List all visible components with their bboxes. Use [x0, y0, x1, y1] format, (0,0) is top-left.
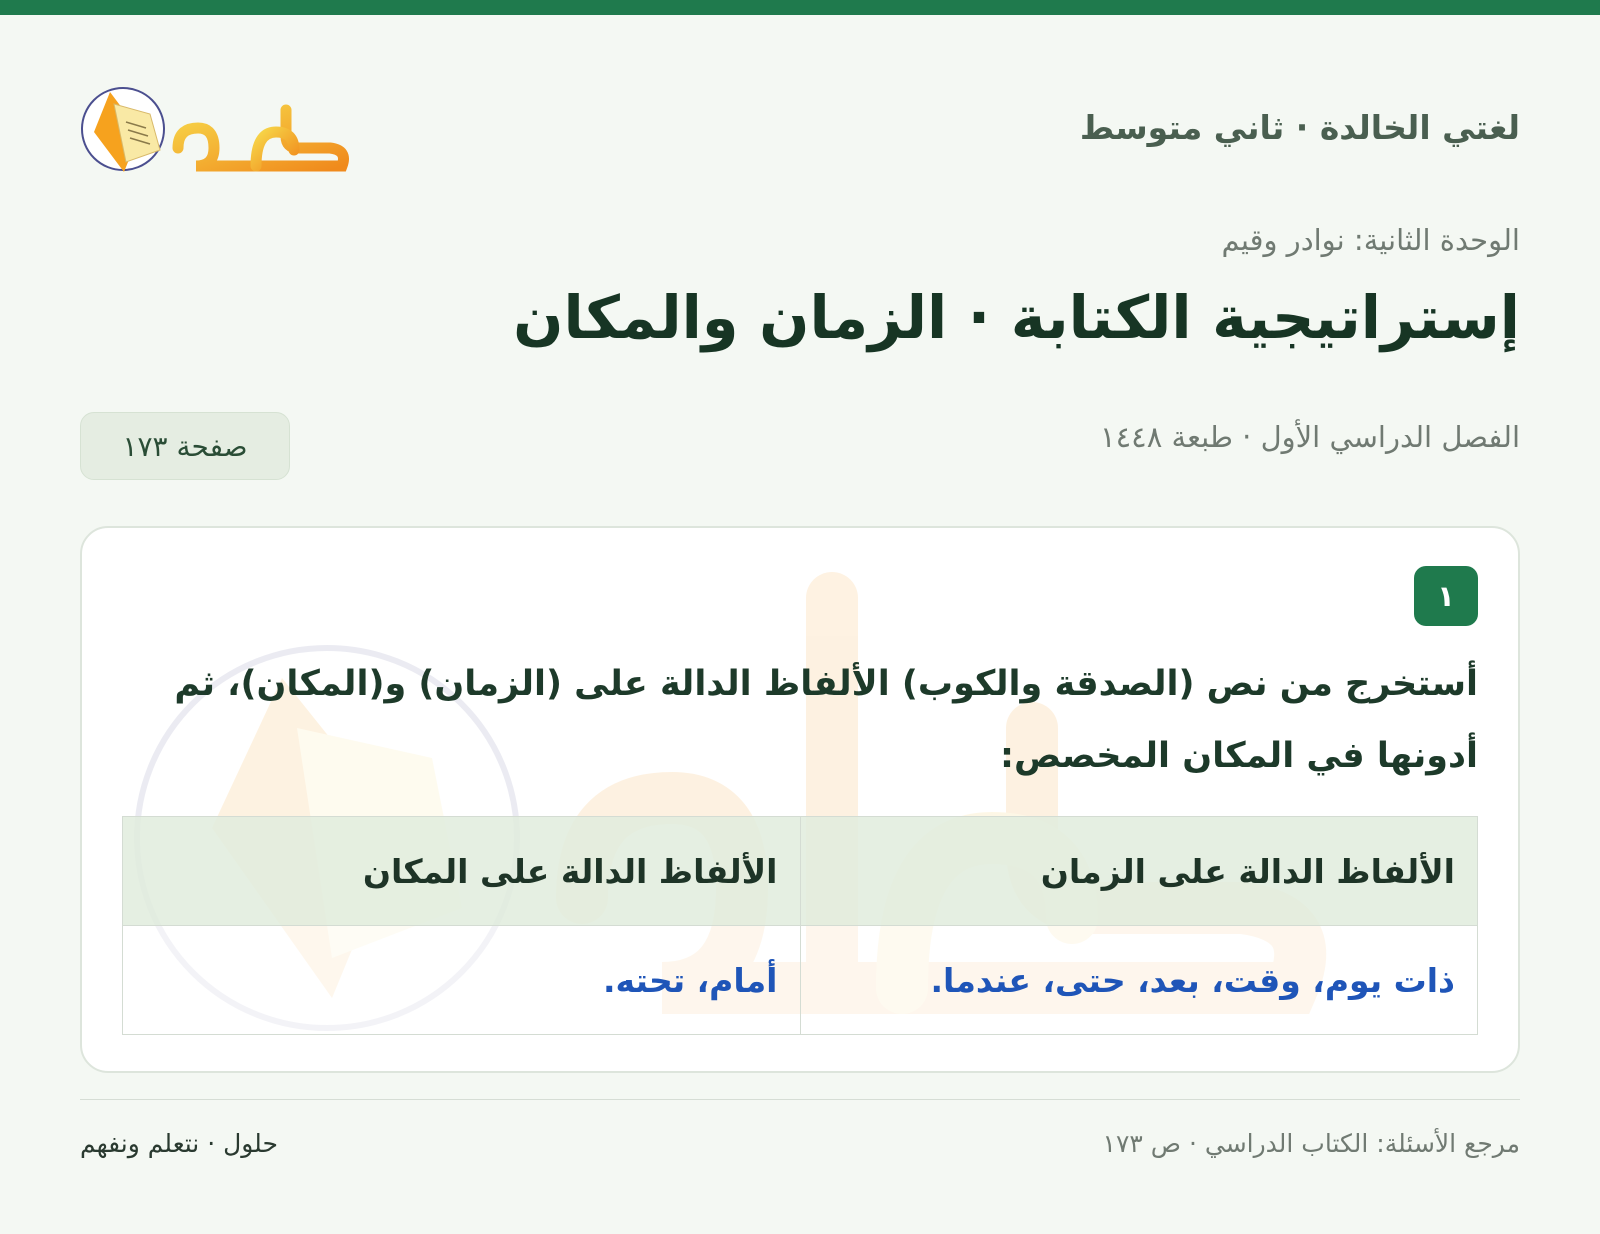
edition-label: الفصل الدراسي الأول · طبعة ١٤٤٨ — [1100, 420, 1520, 454]
header — [80, 70, 1520, 190]
answer-time-words: ذات يوم، وقت، بعد، حتى، عندما. — [800, 926, 1478, 1035]
lesson-title: إستراتيجية الكتابة · الزمان والمكان — [513, 283, 1520, 352]
question-card — [80, 526, 1520, 1073]
book-title: لغتي الخالدة · ثاني متوسط — [1079, 108, 1520, 147]
answer-place-words: أمام، تحته. — [123, 926, 801, 1035]
header-place-words: الألفاظ الدالة على المكان — [123, 817, 801, 926]
hulul-logo[interactable] — [80, 70, 360, 190]
table-row — [123, 926, 1478, 1035]
footer-reference: مرجع الأسئلة: الكتاب الدراسي · ص ١٧٣ — [1102, 1129, 1520, 1158]
question-text: أستخرج من نص (الصدقة والكوب) الألفاظ الدالة على (الزمان) و(المكان)، ثم أدونها في المكان المخصص: — [174, 664, 1478, 776]
question-number-badge: ١ — [1414, 566, 1478, 626]
unit-label: الوحدة الثانية: نوادر وقيم — [1221, 223, 1520, 257]
footer-brand[interactable]: حلول · نتعلم ونفهم — [80, 1129, 278, 1158]
header-time-words: الألفاظ الدالة على الزمان — [800, 817, 1478, 926]
page-badge[interactable]: صفحة ١٧٣ — [80, 412, 290, 480]
page — [80, 15, 1520, 1234]
top-accent-bar — [0, 0, 1600, 15]
footer-divider — [80, 1099, 1520, 1100]
answer-table — [122, 816, 1478, 1035]
table-header-row — [123, 817, 1478, 926]
